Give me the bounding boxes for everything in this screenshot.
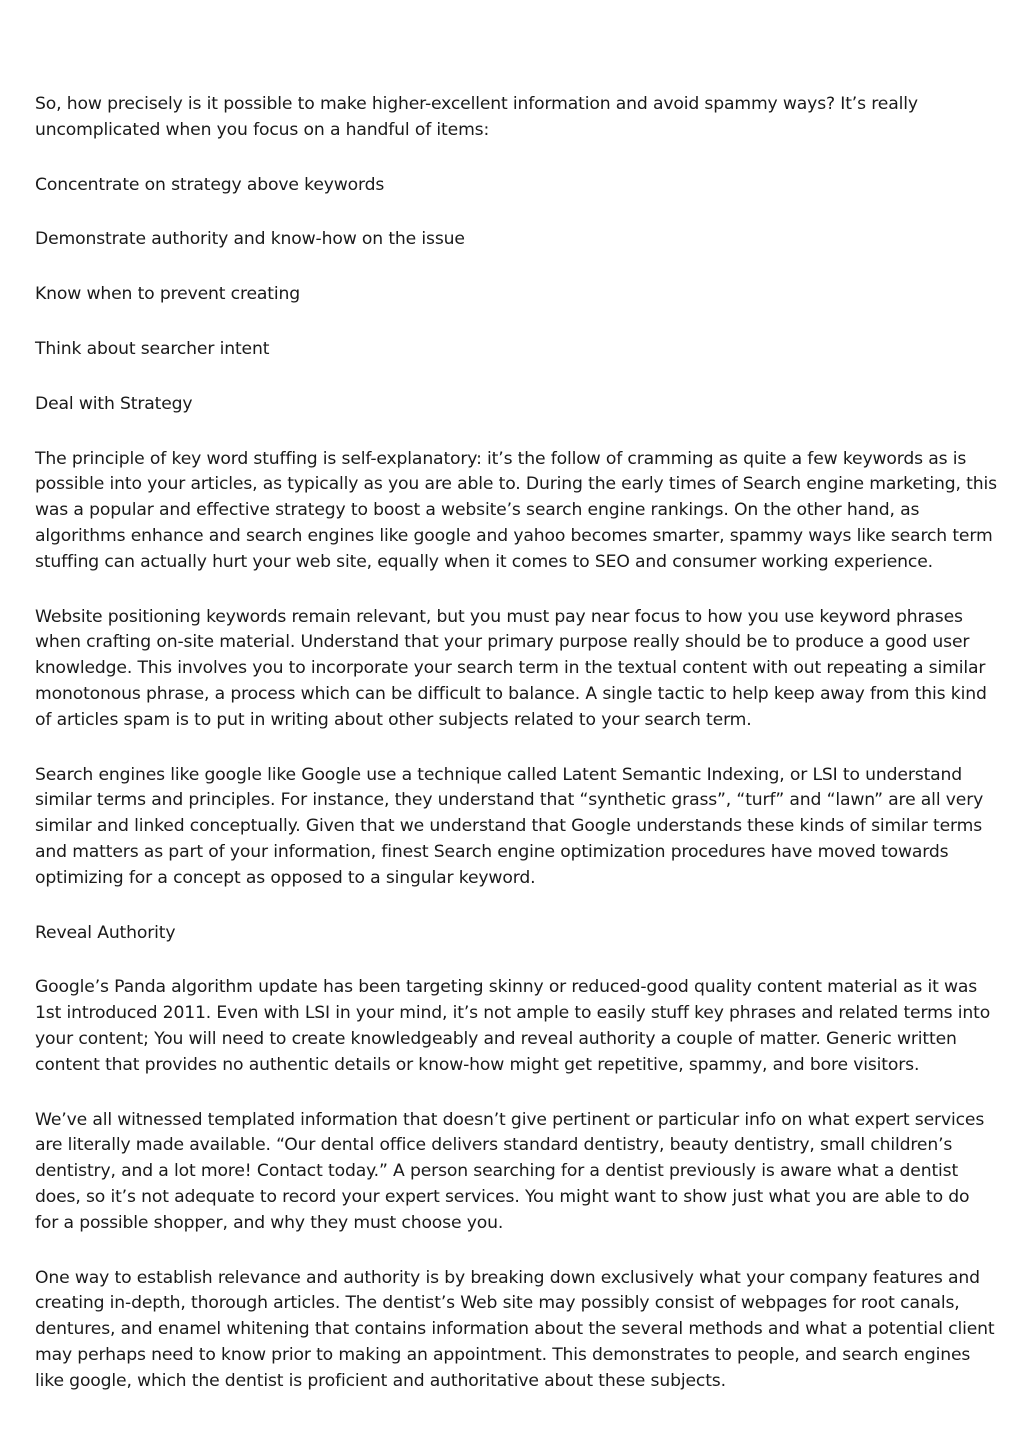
- list-item-intent: Think about searcher intent: [35, 338, 270, 359]
- body-paragraph: Google’s Panda algorithm update has been targeting skinny or reduced-good quality content material as it was 1st introduced 2011. Even with LSI in your mind, it’s not ample to easily stuff key phrases and related terms into your content; You will need to create knowledgeably and reveal authority a couple of matter. Generic written content that provides no authentic details or know-how might get repetitive, spammy, and bore visitors.: [35, 977, 991, 1075]
- body-paragraph: Search engines like google like Google use a technique called Latent Semantic Indexing, or LSI to understand similar terms and principles. For instance, they understand that “synthetic grass”, “turf” and “lawn” are all very similar and linked conceptually. Given that we understand that Google understands these kinds of similar terms and matters as part of your information, finest Search engine optimization procedures have moved towards optimizing for a concept as opposed to a singular keyword.: [35, 764, 984, 888]
- body-paragraph: Website positioning keywords remain relevant, but you must pay near focus to how you use keyword phrases when crafting on-site material. Understand that your primary purpose really should be to produce a good user knowledge. This involves you to incorporate your search term in the textual content with out repeating a similar monotonous phrase, a process which can be difficult to balance. A single tactic to help keep away from this kind of articles spam is to put in writing about other subjects related to your search term.: [35, 606, 987, 730]
- list-item-authority: Demonstrate authority and know-how on the issue: [35, 229, 465, 250]
- list-item-prevent: Know when to prevent creating: [35, 284, 301, 305]
- body-paragraph: The principle of key word stuffing is self-explanatory: it’s the follow of cramming as quite a few keywords as is possible into your articles, as typically as you are able to. During the early times of Search engine marketing, this was a popular and effective strategy to boost a website’s search engine rankings. On the other hand, as algorithms enhance and search engines like google and yahoo becomes smarter, spammy ways like search term stuffing can actually hurt your web site, equally when it comes to SEO and consumer working experience.: [35, 448, 997, 572]
- intro-paragraph: So, how precisely is it possible to make higher-excellent information and avoid spammy ways? It’s really uncomplicated when you focus on a handful of items:: [35, 94, 918, 140]
- list-item-strategy: Concentrate on strategy above keywords: [35, 174, 385, 195]
- body-paragraph: We’ve all witnessed templated information that doesn’t give pertinent or particular info on what expert services are literally made available. “Our dental office delivers standard dentistry, beauty dentistry, small children’s dentistry, and a lot more! Contact today.” A person searching for a dentist previously is aware what a dentist does, so it’s not adequate to record your expert services. You might want to show just what you are able to do for a possible shopper, and why they must choose you.: [35, 1109, 985, 1233]
- document-page: [35, 92, 997, 1423]
- body-paragraph: One way to establish relevance and authority is by breaking down exclusively what your company features and creating in-depth, thorough articles. The dentist’s Web site may possibly consist of webpages for root canals, dentures, and enamel whitening that contains information about the several methods and what a potential client may perhaps need to know prior to making an appointment. This demonstrates to people, and search engines like google, which the dentist is proficient and authoritative about these subjects.: [35, 1267, 995, 1391]
- section-heading-strategy: Deal with Strategy: [35, 393, 193, 414]
- section-heading-authority: Reveal Authority: [35, 922, 176, 943]
